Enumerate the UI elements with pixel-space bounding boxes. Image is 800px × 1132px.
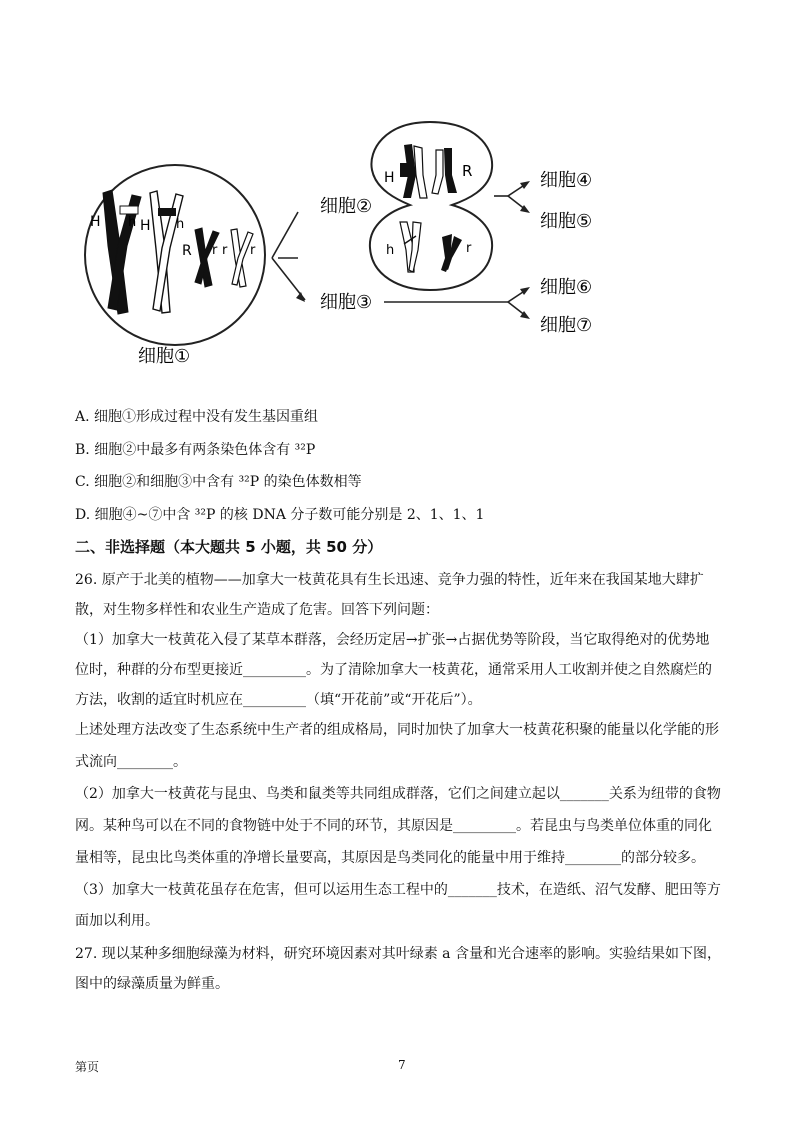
gene-R-label-2: R bbox=[462, 162, 473, 180]
cell-7-label: 细胞⑦ bbox=[540, 315, 593, 336]
q26-line-10: 量相等，昆虫比鸟类体重的净增长量要高，其原因是鸟类同化的能量中用于维持________的部分较多。 bbox=[75, 850, 705, 866]
q26-line-9: 网。某种鸟可以在不同的食物链中处于不同的环节，其原因是_________。若昆虫与鸟类单位体重的同化 bbox=[75, 818, 712, 834]
q26-line-11: （3）加拿大一枝黄花虽存在危害，但可以运用生态工程中的_______技术，在造纸、沼气发酵、肥田等方 bbox=[75, 882, 721, 898]
cell-6-label: 细胞⑥ bbox=[540, 277, 593, 298]
page-number: 7 bbox=[398, 1058, 406, 1072]
q26-line-12: 面加以利用。 bbox=[75, 913, 159, 929]
q26-line-3: （1）加拿大一枝黄花入侵了某草本群落，会经历定居→扩张→占据优势等阶段，当它取得绝对的优势地 bbox=[75, 632, 710, 648]
cell-3-label: 细胞③ bbox=[320, 292, 373, 313]
cell-4-label: 细胞④ bbox=[540, 170, 593, 191]
option-d: D. 细胞④~⑦中含 ³²P 的核 DNA 分子数可能分别是 2、1、1、1 bbox=[75, 507, 485, 523]
footer-label: 第页 bbox=[75, 1060, 100, 1074]
cell-2-outline bbox=[370, 122, 492, 290]
cell-5-label: 细胞⑤ bbox=[540, 211, 593, 232]
option-b: B. 细胞②中最多有两条染色体含有 ³²P bbox=[75, 442, 316, 458]
gene-r-label-3: r bbox=[250, 243, 256, 258]
cell-1-label: 细胞① bbox=[138, 346, 191, 367]
gene-R-label: R bbox=[182, 243, 192, 259]
cell-division-diagram bbox=[0, 0, 800, 375]
q26-line-7: 式流向________。 bbox=[75, 754, 187, 770]
q27-line-2: 图中的绿藻质量为鲜重。 bbox=[75, 976, 229, 992]
q27-line-1: 27. 现以某种多细胞绿藻为材料，研究环境因素对其叶绿素 a 含量和光合速率的影响。实验结果如下图， bbox=[75, 946, 721, 962]
section-title: 二、非选择题（本大题共 5 小题，共 50 分） bbox=[75, 538, 383, 556]
gene-h-label-3: h bbox=[386, 243, 395, 258]
option-c: C. 细胞②和细胞③中含有 ³²P 的染色体数相等 bbox=[75, 474, 362, 490]
q26-line-4: 位时，种群的分布型更接近_________。为了清除加拿大一枝黄花，通常采用人工收割并使之自然腐烂的 bbox=[75, 662, 712, 678]
q26-line-8: （2）加拿大一枝黄花与昆虫、鸟类和鼠类等共同组成群落，它们之间建立起以_______关系为纽带的食物 bbox=[75, 786, 721, 802]
gene-H-label-3: H bbox=[384, 170, 395, 186]
cell-2-label: 细胞② bbox=[320, 196, 373, 217]
chromosome-r-white bbox=[231, 229, 253, 287]
option-a: A. 细胞①形成过程中没有发生基因重组 bbox=[75, 409, 319, 425]
gene-r-label-1: r bbox=[212, 243, 218, 258]
gene-h-label-1: h bbox=[128, 215, 137, 230]
q26-line-5: 方法，收割的适宜时机应在_________（填“开花前”或“开花后”）。 bbox=[75, 692, 482, 708]
gene-r-label-2: r bbox=[222, 243, 228, 258]
q26-line-6: 上述处理方法改变了生态系统中生产者的组成格局，同时加快了加拿大一枝黄花积聚的能量以化学能的形 bbox=[75, 722, 719, 738]
gene-H-label-1: H bbox=[90, 214, 101, 230]
q26-line-2: 散，对生物多样性和农业生产造成了危害。回答下列问题： bbox=[75, 602, 439, 618]
gene-h-label-2: h bbox=[176, 217, 185, 232]
q26-line-1: 26. 原产于北美的植物——加拿大一枝黄花具有生长迅速、竞争力强的特性，近年来在我国某地大肆扩 bbox=[75, 572, 704, 588]
gene-r-label-4: r bbox=[466, 241, 472, 256]
gene-H-label-2: H bbox=[140, 218, 151, 234]
